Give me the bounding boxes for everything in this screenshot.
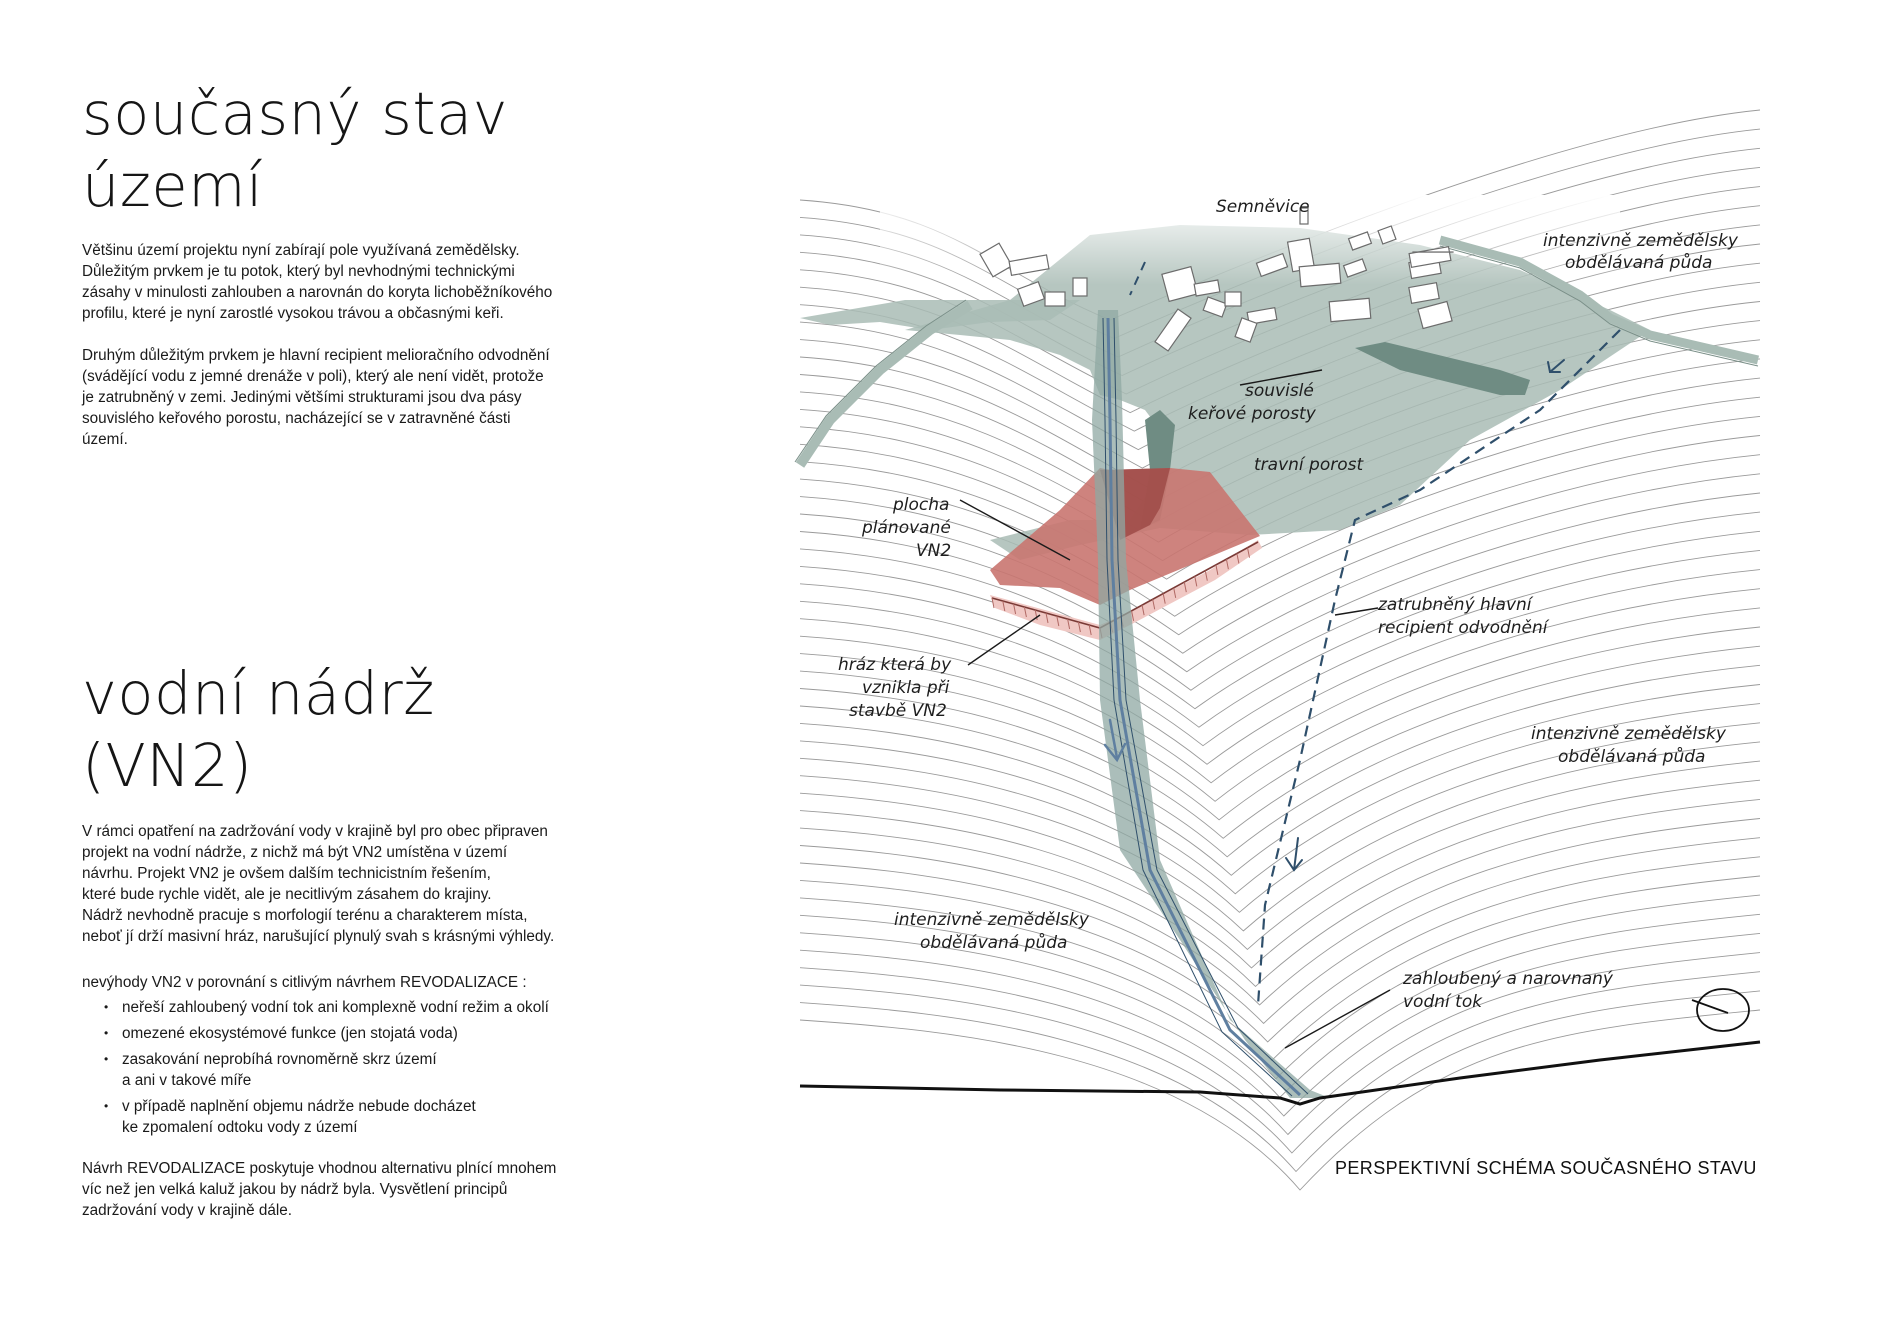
label-farmland-bottom-left-2: obdělávaná půda [920,933,1068,953]
contour-line [800,1010,1760,1190]
label-shrubs: souvislé [1245,381,1314,401]
list-item-line: • v případě naplnění objemu nádrže nebude docházet [122,1098,476,1115]
text-line: V rámci opatření na zadržování vody v krajině byl pro obec připraven [82,823,548,840]
section2-title-line: vodní nádrž [82,659,435,728]
label-dam-3: stavbě VN2 [849,701,947,721]
text-line: zásahy v minulosti zahlouben a narovnán do koryta lichoběžníkového [82,284,553,301]
section1-title-line: současný stav [82,79,509,148]
label-stream: zahloubený a narovnaný [1403,969,1613,989]
section1-title-line: území [82,151,264,220]
list-item-line: • zasakování neprobíhá rovnoměrně skrz území [122,1051,437,1068]
label-dam-2: vznikla při [862,678,950,698]
label-grass: travní porost [1254,455,1364,475]
text-line: je zatrubněný v zemi. Jedinými většími strukturami jsou dva pásy [82,389,522,406]
text-line: Důležitým prvkem je tu potok, který byl nevhodnými technickými [82,263,515,280]
text-line: neboť jí drží masivní hráz, narušující plynulý svah s krásnými výhledy. [82,928,555,945]
list-item-line: ke zpomalení odtoku vody z území [122,1119,358,1136]
text-line: (svádějící vodu z jemné drenáže v poli), který ale není vidět, protože [82,368,544,385]
text-line: zadržování vody v krajině dále. [82,1202,293,1219]
label-pipe: zatrubněný hlavní [1378,595,1532,615]
north-arrow-icon [1697,989,1749,1031]
text-line: projekt na vodní nádrže, z nichž má být VN2 umístěna v území [82,844,508,861]
text-line: návrhu. Projekt VN2 je ovšem dalším technicistním řešením, [82,865,491,882]
text-line: souvislého keřového porostu, nacházející se v zatravněné části [82,410,511,427]
list-item-line: • neřeší zahloubený vodní tok ani komplexně vodní režim a okolí [122,999,549,1016]
text-line: území. [82,431,128,448]
label-shrubs-2: keřové porosty [1188,404,1316,424]
label-dam: hráz která by [838,655,952,675]
text-line: víc než jen velká kaluž jakou by nádrž byla. Vysvětlení principů [82,1181,508,1198]
diagram-caption: PERSPEKTIVNÍ SCHÉMA SOUČASNÉHO STAVU [1335,1158,1757,1178]
label-reservoir-area: plocha [893,495,950,515]
label-farmland-mid-right-2: obdělávaná půda [1558,747,1706,767]
contour-line [800,742,1760,931]
text-line: Návrh REVODALIZACE poskytuje vhodnou alternativu plnící mnohem [82,1160,557,1177]
list-item-line: a ani v takové míře [122,1072,252,1089]
text-line: Nádrž nevhodně pracuje s morfologií terénu a charakterem místa, [82,907,528,924]
contour-line [800,876,1760,1060]
label-farmland-bottom-left: intenzivně zemědělsky [894,910,1089,930]
label-reservoir-area-3: VN2 [916,541,952,561]
disadvantages-intro: nevýhody VN2 v porovnání s citlivým návrhem REVODALIZACE : [82,974,527,991]
contour-line [800,953,1760,1135]
text-line: profilu, které je nyní zarostlé vysokou trávou a občasnými keři. [82,305,504,322]
section2-title-line: (VN2) [82,731,253,800]
label-village: Semněvice [1216,197,1310,217]
text-line: Druhým důležitým prvkem je hlavní recipient melioračního odvodnění [82,347,550,364]
label-pipe-2: recipient odvodnění [1378,618,1548,638]
list-item-line: • omezené ekosystémové funkce (jen stojatá voda) [122,1025,458,1042]
flow-arrow-pipe [1286,838,1302,870]
label-farmland-mid-right: intenzivně zemědělsky [1531,724,1726,744]
label-stream-2: vodní tok [1403,992,1483,1012]
label-reservoir-area-2: plánované [862,518,951,538]
label-farmland-top-right: intenzivně zemědělsky [1543,231,1738,251]
text-line: které bude rychle vidět, ale je necitlivým zásahem do krajiny. [82,886,492,903]
text-line: Většinu území projektu nyní zabírají pole využívaná zemědělsky. [82,242,520,259]
label-farmland-top-right-2: obdělávaná půda [1565,253,1713,273]
